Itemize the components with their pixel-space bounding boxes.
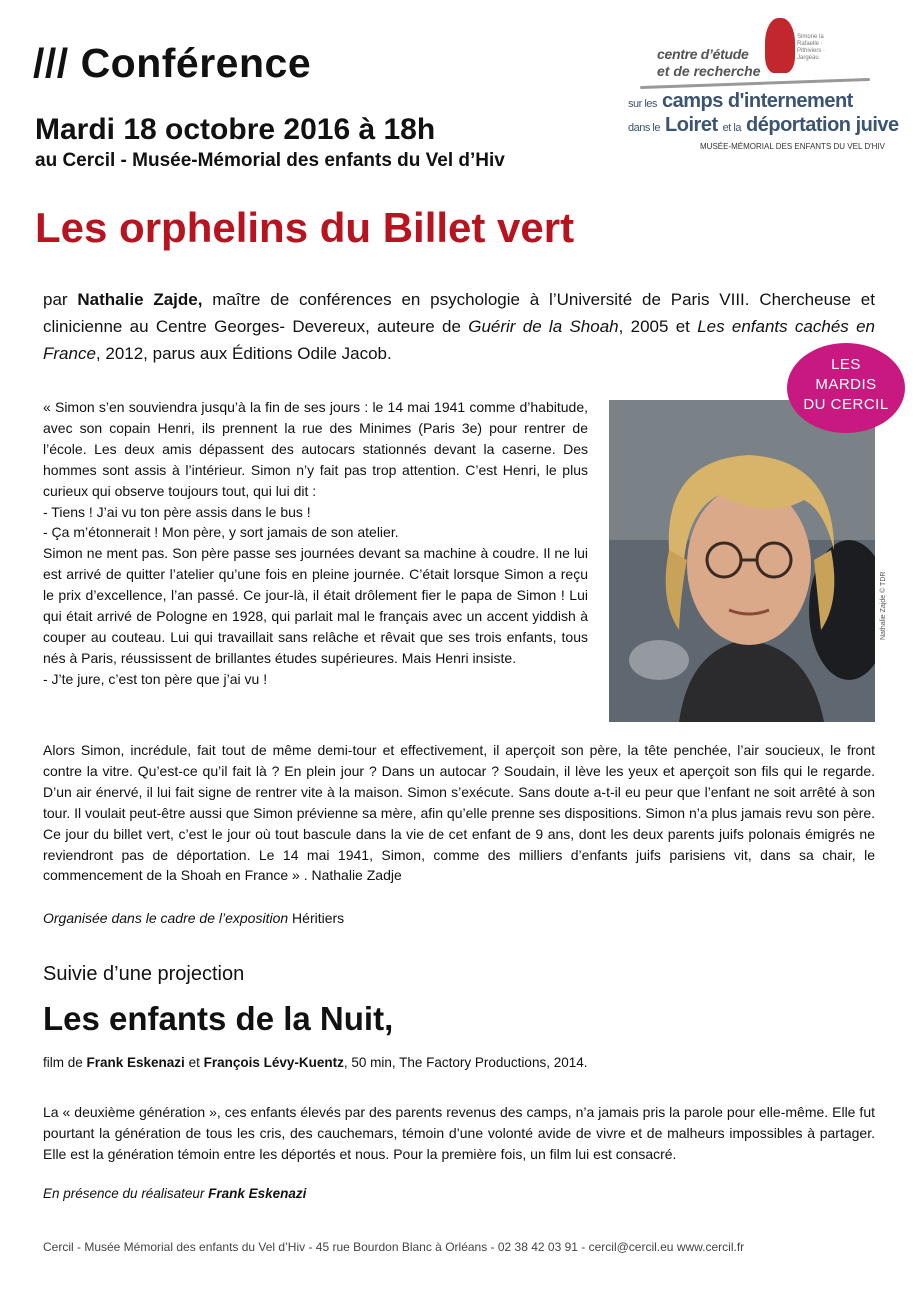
screening-intro: Suivie d’une projection [43, 963, 245, 985]
logo-line3: sur les camps d'internement [628, 90, 853, 112]
book-title: Les enfants cachés en France [43, 317, 875, 363]
cercil-logo [600, 18, 905, 158]
logo-line4: dans le Loiret et la déportation juive [628, 114, 899, 136]
conference-title: Les orphelins du Billet vert [35, 204, 575, 251]
event-venue: au Cercil - Musée-Mémorial des enfants du Vel d’Hiv [35, 150, 505, 171]
portrait-illustration [609, 400, 875, 722]
portrait-logo-icon [765, 18, 795, 73]
quote-part-b: Alors Simon, incrédule, fait tout de même demi-tour et effectivement, il aperçoit son père, la tête penchée, l’air soucieux, le front contre la vitre. Qu’est-ce qu’il fait là ? En plein jour ? Dans un autocar ? Soudain, il lève les yeux et aperçoit son fils qui le regarde. D’un air énervé, il lui fait signe de rentrer vite à la maison. Simon s’exécute. Sans doute a-t-il eu peur que l’enfant ne soit arrêté à son tour. Il voulait peut-être aussi que Simon prévienne sa mère, afin qu’elle prenne ses dispositions. Simon n’a plus jamais revu son père. Ce jour du billet vert, c’est le jour où tout bascule dans la vie de cet enfant de 9 ans, dont les deux parents juifs polonais émigrés ne reviendront pas de déportation. Le 14 mai 1941, Simon, comme des milliers d’enfants juifs parisiens vit, dans sa chair, le commencement de la Shoah en France » . Nathalie Zadje [43, 742, 875, 884]
film-description: La « deuxième génération », ces enfants élevés par des parents revenus des camps, n’a jamais pris la parole pour elle-même. Elle fut pourtant la génération de tous les cris, des cauchemars, témoin d’une volonté avide de vivre et de malheurs impossibles à partager. Elle est la génération témoin entre les déportés et nous. Pour la première fois, un film lui est consacré. [43, 1104, 875, 1162]
logo-line2: et de recherche [657, 63, 761, 79]
quote-paragraph: Simon ne ment pas. Son père passe ses journées devant sa machine à coudre. Il ne lui est arrivé de quitter l’atelier qu’une fois en pleine journée. C’était lorsque Simon a reçu le prix d’excellence, l’an passé. Ce jour-là, il était drôlement fier le papa de Simon ! Lui qui était arrivé de Pologne en 1928, qui parlait mal le français avec un accent yiddish à couper au couteau. Lui qui travaillait sans relâche et rêvait que ses trois enfants, tous nés à Paris, réussissent de brillantes études supérieures. Mais Henri insiste. [43, 545, 588, 666]
quote-paragraph: - Ça m’étonnerait ! Mon père, y sort jamais de son atelier. [43, 524, 399, 541]
photo-credit: Nathalie Zajde © TDR [880, 571, 887, 640]
logo-line1: centre d’étude [657, 46, 749, 62]
quote-paragraph: - Tiens ! J’ai vu ton père assis dans le bus ! [43, 503, 311, 520]
quote-part-a [43, 397, 588, 690]
speaker-name: Nathalie Zajde, [77, 290, 203, 309]
footer-contact: Cercil - Musée Mémorial des enfants du Vel d’Hiv - 45 rue Bourdon Blanc à Orléans - 02 38 42 03 91 - cercil@cercil.eu www.cercil.fr [43, 1240, 745, 1254]
logo-swoosh [640, 78, 870, 89]
organised-note: Organisée dans le cadre de l’exposition Héritiers [43, 910, 345, 926]
logo-subtitle: MUSÉE-MÉMORIAL DES ENFANTS DU VEL D'HIV [700, 142, 885, 151]
speaker-intro: par Nathalie Zajde, maître de conférences en psychologie à l’Université de Paris VIII. Chercheuse et clinicienne au Centre Georges- Devereux, auteure de Guérir de la Shoah, 2005 et Les enfants cachés en France, 2012, parus aux Éditions Odile Jacob. [43, 290, 875, 363]
book-title: Guérir de la Shoah [468, 317, 619, 336]
event-date: Mardi 18 octobre 2016 à 18h [35, 113, 436, 146]
director-presence: En présence du réalisateur Frank Eskenazi [43, 1186, 307, 1201]
logo-small-text: Simone la Rafaelle · Pithiviers · Jargeau [797, 34, 826, 61]
page-heading: /// Conférence [33, 40, 312, 86]
quote-paragraph: « Simon s’en souviendra jusqu’à la fin de ses jours : le 14 mai 1941 comme d’habitude, avec son copain Henri, ils prennent la rue des Minimes (Paris 3e) pour rentrer de l’école. Les deux amis dépassent des autocars stationnés devant la caserne. Des hommes sont assis à l’intérieur. Simon n’y fait pas trop attention. C’est Henri, le plus curieux qui observe toujours tout, qui lui dit : [43, 399, 588, 499]
film-title: Les enfants de la Nuit, [43, 1000, 394, 1037]
speaker-photo [609, 400, 875, 722]
film-credits: film de Frank Eskenazi et François Lévy-Kuentz, 50 min, The Factory Productions, 2014. [43, 1055, 588, 1070]
quote-paragraph: - J’te jure, c’est ton père que j’ai vu ! [43, 670, 268, 687]
mardis-du-cercil-badge: LES MARDIS DU CERCIL [787, 343, 905, 433]
